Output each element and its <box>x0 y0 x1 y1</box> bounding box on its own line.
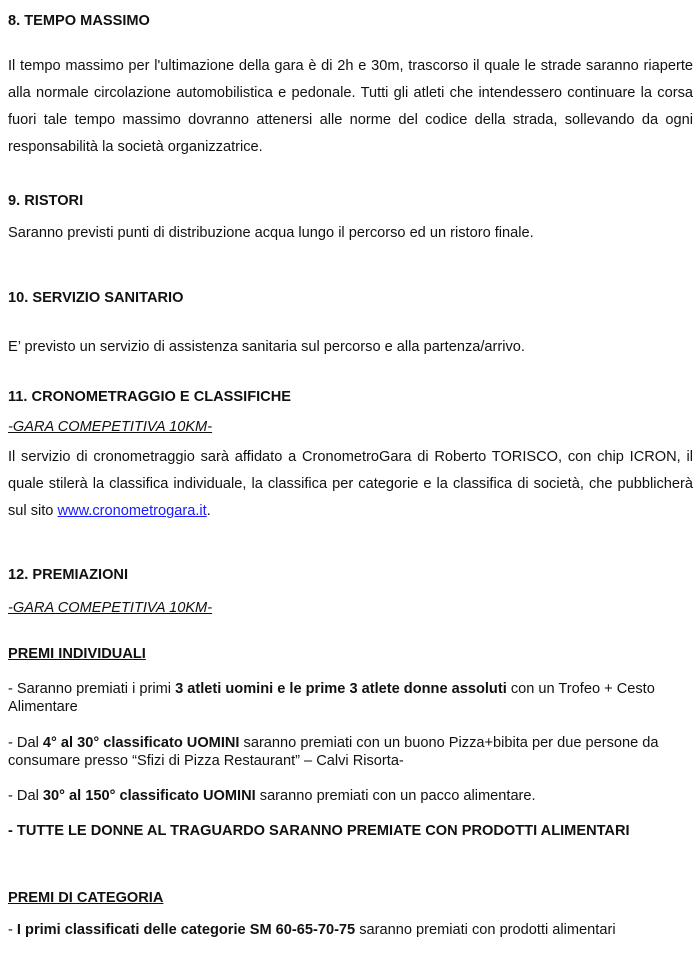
section-9-body: Saranno previsti punti di distribuzione acqua lungo il percorso ed un ristoro finale. <box>8 225 534 241</box>
individual-prize-4: - TUTTE LE DONNE AL TRAGUARDO SARANNO PREMIATE CON PRODOTTI ALIMENTARI <box>8 823 630 839</box>
individual-prize-3: - Dal 30° al 150° classificato UOMINI saranno premiati con un pacco alimentare. <box>8 788 536 804</box>
section-11-body-end: . <box>206 503 211 519</box>
individual-prize-1: - Saranno premiati i primi 3 atleti uomini e le prime 3 atlete donne assoluti con un Trofeo + Cesto Alimentare <box>8 681 655 715</box>
individual-prize-2: - Dal 4° al 30° classificato UOMINI saranno premiati con un buono Pizza+bibita per due persone da consumare presso “Sfizi di Pizza Restaurant” – Calvi Risorta- <box>8 735 659 769</box>
section-11-body-text: Il servizio di cronometraggio sarà affidato a CronometroGara di Roberto TORISCO, con chip ICRON, il quale stilerà la classifica individuale, la classifica per categorie e la classifica di società, che pubblicherà sul sito <box>8 449 693 519</box>
category-prize-1: - I primi classificati delle categorie SM 60-65-70-75 saranno premiati con prodotti alimentari <box>8 922 616 938</box>
section-9-title: 9. RISTORI <box>8 193 84 209</box>
section-8-body: Il tempo massimo per l'ultimazione della gara è di 2h e 30m, trascorso il quale le strade saranno riaperte alla normale circolazione automobilistica e pedonale. Tutti gli atleti che intendessero continuare la corsa fuori tale tempo massimo dovranno attenersi alle norme del codice della strada, sollevando da ogni responsabilità la società organizzatrice. <box>8 58 693 155</box>
cronometrogara-link[interactable]: www.cronometrogara.it <box>57 503 207 519</box>
section-11-title: 11. CRONOMETRAGGIO E CLASSIFICHE <box>8 389 291 405</box>
category-prizes-heading: PREMI DI CATEGORIA <box>8 890 164 906</box>
section-11-subtitle: -GARA COMEPETITIVA 10KM- <box>8 419 213 435</box>
section-10-title: 10. SERVIZIO SANITARIO <box>8 290 184 306</box>
section-10-body: E’ previsto un servizio di assistenza sanitaria sul percorso e alla partenza/arrivo. <box>8 339 525 355</box>
section-11-body <box>8 444 693 525</box>
section-12-subtitle: -GARA COMEPETITIVA 10KM- <box>8 600 213 616</box>
individual-prizes-heading: PREMI INDIVIDUALI <box>8 646 146 662</box>
section-12-title: 12. PREMIAZIONI <box>8 567 129 583</box>
section-8-title: 8. TEMPO MASSIMO <box>8 13 150 29</box>
